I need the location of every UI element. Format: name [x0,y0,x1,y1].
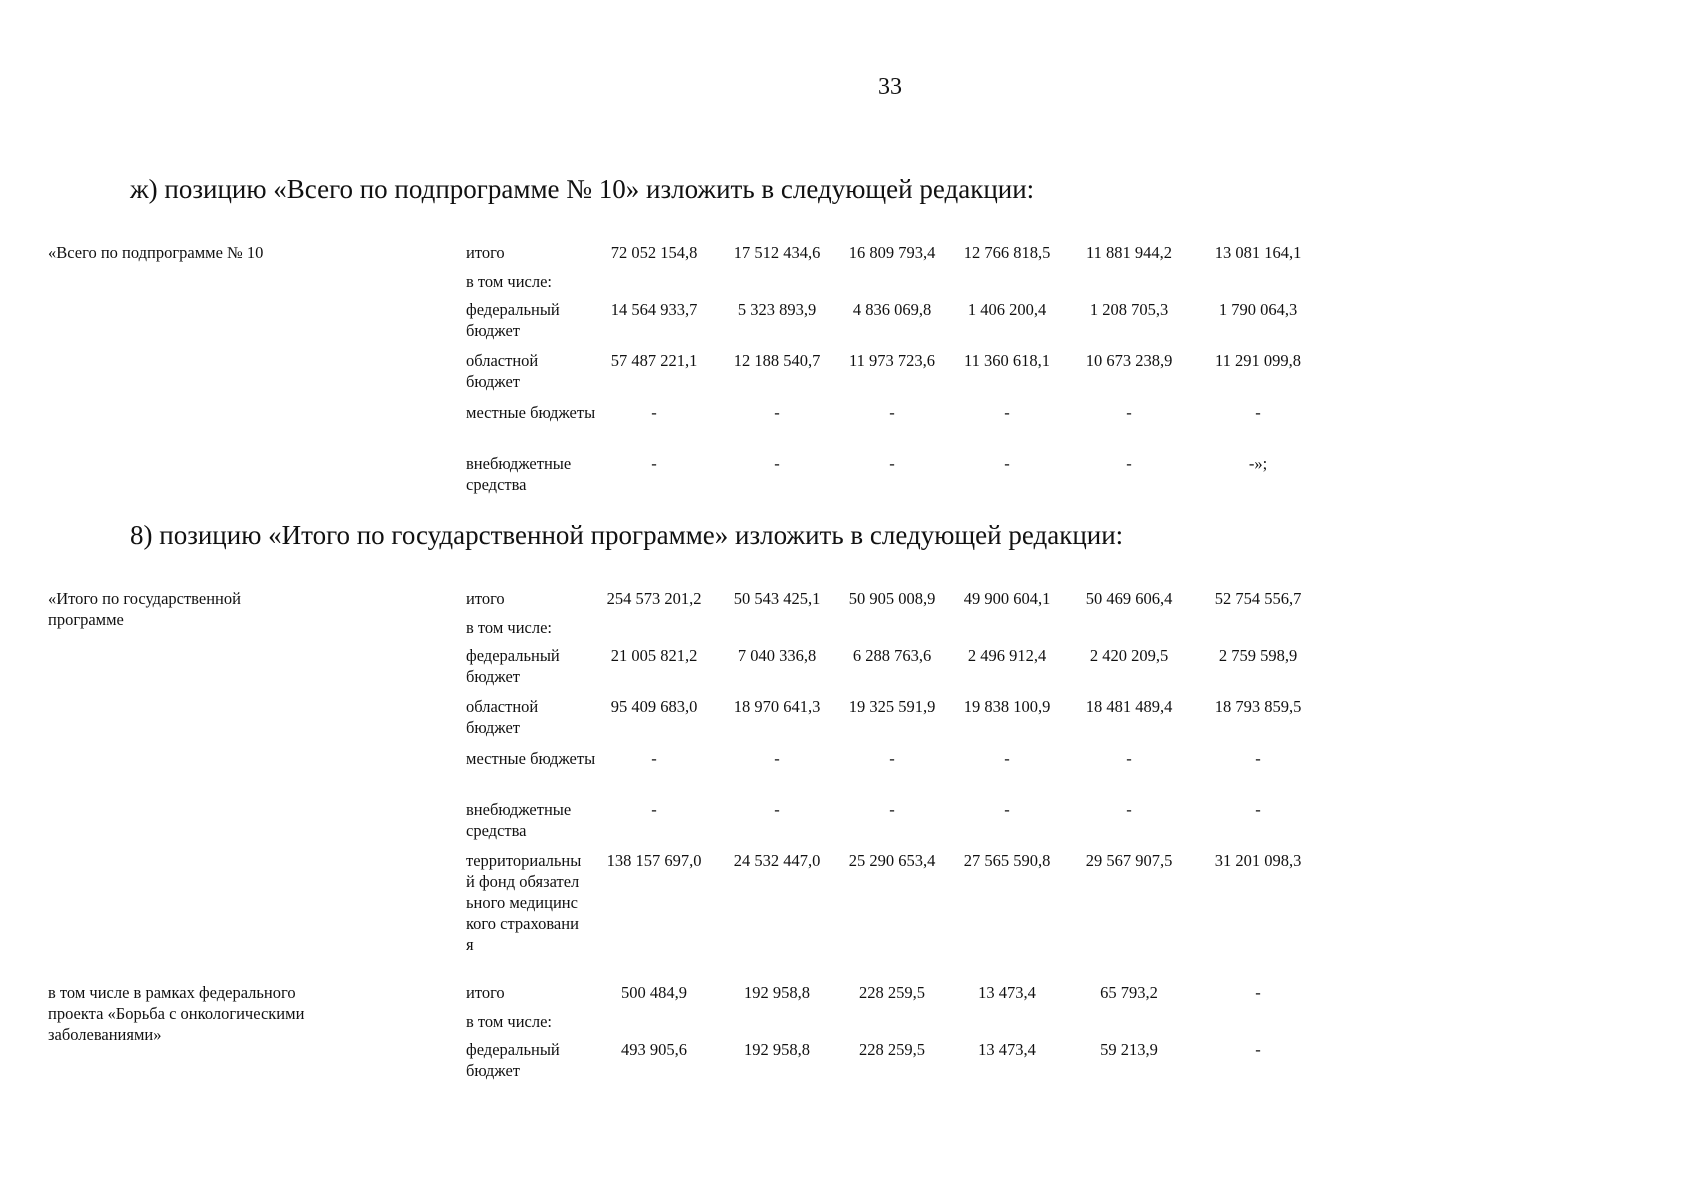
value-cell: - [1126,800,1132,819]
value-cell: 11 360 618,1 [963,351,1050,370]
row-category: территориальный фонд обязательного медицинского страхования [466,851,582,954]
value-cell: 25 290 653,4 [848,851,936,870]
row-category: областной бюджет [466,351,539,391]
row-category: местные бюджеты [466,403,596,422]
value-cell: 13 473,4 [978,983,1036,1002]
value-cell: 13 473,4 [978,1040,1036,1059]
value-cell: - [1004,749,1010,768]
value-cell: - [1126,454,1132,473]
value-cell: - [651,454,657,473]
value-cell: - [889,749,895,768]
value-cell: 18 970 641,3 [733,697,821,716]
value-cell: 29 567 907,5 [1085,851,1173,870]
value-cell: - [774,800,780,819]
value-cell: - [1255,800,1261,819]
value-cell: 31 201 098,3 [1214,851,1302,870]
value-cell: - [1255,403,1261,422]
value-cell: 11 881 944,2 [1085,243,1172,262]
value-cell: - [651,749,657,768]
value-cell: 50 543 425,1 [733,589,821,608]
value-cell: 192 958,8 [744,1040,810,1059]
value-cell: 4 836 069,8 [852,300,932,319]
page-number: 33 [878,74,902,100]
value-cell: 2 759 598,9 [1218,646,1298,665]
row-category: областной бюджет [466,697,539,737]
value-cell: - [774,749,780,768]
value-cell: 12 766 818,5 [963,243,1051,262]
row-category: федеральный бюджет [466,300,560,340]
value-cell: 14 564 933,7 [610,300,698,319]
value-cell: 138 157 697,0 [606,851,702,870]
value-cell: 50 905 008,9 [848,589,936,608]
value-cell: 6 288 763,6 [852,646,932,665]
value-cell: - [1004,800,1010,819]
row-category: местные бюджеты [466,749,596,768]
row-category: внебюджетные средства [466,454,572,494]
value-cell: 2 496 912,4 [967,646,1047,665]
value-cell: 27 565 590,8 [963,851,1051,870]
row-category: итого [466,243,505,262]
value-cell: 57 487 221,1 [610,351,698,370]
row-group-label: «Всего по подпрограмме № 10 [48,243,264,262]
value-cell: 1 208 705,3 [1089,300,1169,319]
row-category: в том числе: [466,1012,553,1031]
value-cell: 493 905,6 [621,1040,687,1059]
row-group-label: «Итого по государственной программе [48,589,241,629]
value-cell: 228 259,5 [859,1040,925,1059]
value-cell: 16 809 793,4 [848,243,936,262]
value-cell: 1 790 064,3 [1218,300,1298,319]
value-cell: 1 406 200,4 [967,300,1047,319]
value-cell: 192 958,8 [744,983,810,1002]
value-cell: 12 188 540,7 [733,351,821,370]
value-cell: 18 481 489,4 [1085,697,1173,716]
value-cell: 13 081 164,1 [1214,243,1302,262]
value-cell: - [889,800,895,819]
value-cell: 7 040 336,8 [737,646,817,665]
section-heading: ж) позицию «Всего по подпрограмме № 10» изложить в следующей редакции: [130,174,1035,204]
value-cell: 52 754 556,7 [1214,589,1302,608]
value-cell: 24 532 447,0 [733,851,821,870]
value-cell: - [1004,403,1010,422]
value-cell: 19 838 100,9 [963,697,1051,716]
section-heading: 8) позицию «Итого по государственной программе» изложить в следующей редакции: [130,520,1124,550]
value-cell: -»; [1248,454,1268,473]
value-cell: 500 484,9 [621,983,687,1002]
value-cell: 18 793 859,5 [1214,697,1302,716]
value-cell: 5 323 893,9 [737,300,817,319]
value-cell: 95 409 683,0 [610,697,698,716]
value-cell: 11 973 723,6 [848,351,935,370]
value-cell: - [774,403,780,422]
row-category: итого [466,983,505,1002]
value-cell: 10 673 238,9 [1085,351,1173,370]
value-cell: 2 420 209,5 [1089,646,1169,665]
value-cell: - [774,454,780,473]
value-cell: 254 573 201,2 [606,589,702,608]
value-cell: 11 291 099,8 [1214,351,1301,370]
row-category: федеральный бюджет [466,1040,560,1080]
row-category: итого [466,589,505,608]
value-cell: - [889,403,895,422]
value-cell: 72 052 154,8 [610,243,698,262]
value-cell: 228 259,5 [859,983,925,1002]
value-cell: - [1004,454,1010,473]
value-cell: 49 900 604,1 [963,589,1051,608]
row-group-label: в том числе в рамках федерального проекта «Борьба с онкологическими заболеваниями» [48,983,305,1044]
value-cell: - [1255,749,1261,768]
value-cell: - [1255,1040,1261,1059]
value-cell: 21 005 821,2 [610,646,698,665]
value-cell: - [651,403,657,422]
value-cell: - [1126,403,1132,422]
row-category: внебюджетные средства [466,800,572,840]
value-cell: 65 793,2 [1100,983,1158,1002]
row-category: федеральный бюджет [466,646,560,686]
value-cell: 17 512 434,6 [733,243,821,262]
row-category: в том числе: [466,618,553,637]
value-cell: - [651,800,657,819]
value-cell: - [889,454,895,473]
value-cell: 50 469 606,4 [1085,589,1173,608]
value-cell: 19 325 591,9 [848,697,936,716]
value-cell: 59 213,9 [1100,1040,1158,1059]
value-cell: - [1255,983,1261,1002]
value-cell: - [1126,749,1132,768]
row-category: в том числе: [466,272,553,291]
